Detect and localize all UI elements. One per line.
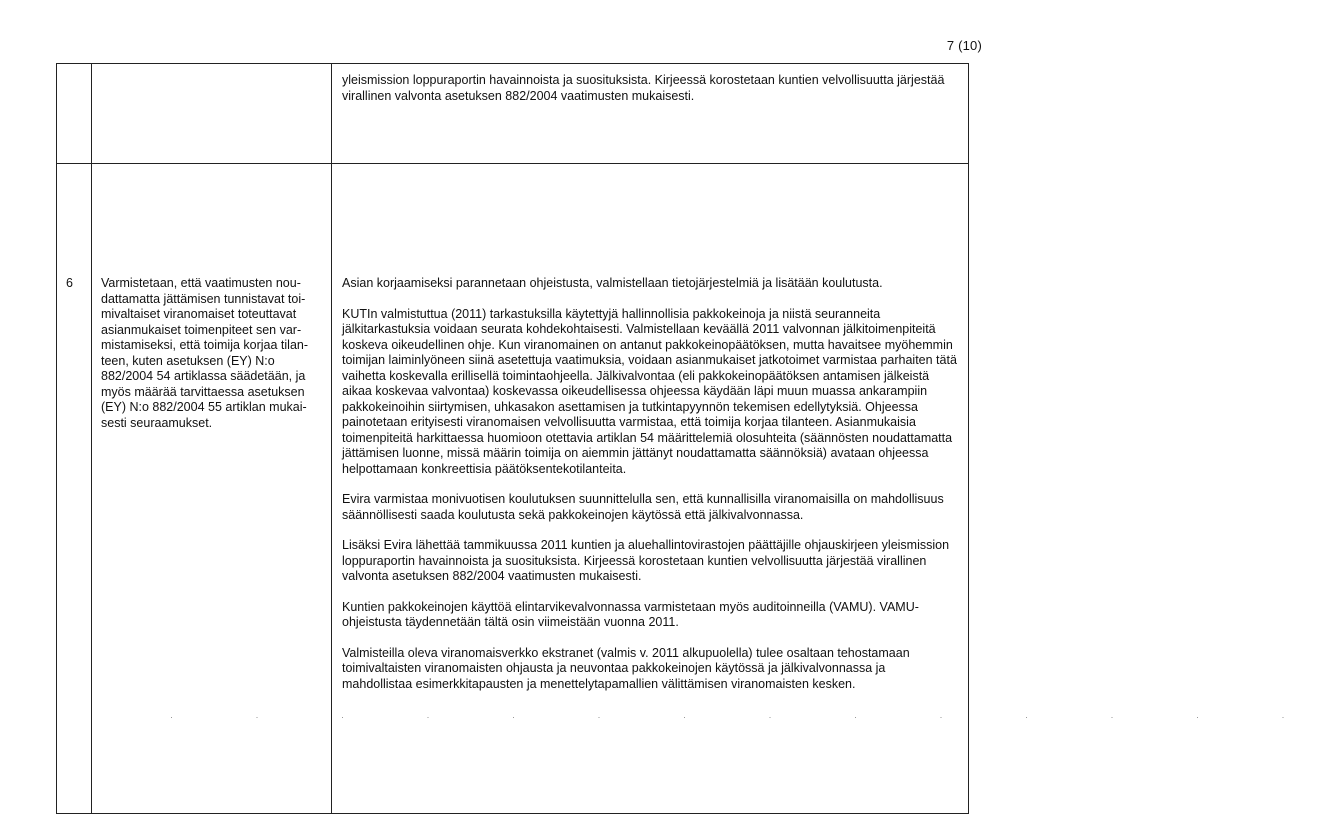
cell-measures-continuation — [332, 64, 969, 164]
continuation-paragraph: yleismission loppuraportin havainnoista ja suosituksista. Kirjeessä korostetaan kuntien velvollisuutta järjestää virallinen valvonta asetuksen 882/2004 vaatimusten mukaisesti. — [342, 73, 945, 103]
measure-paragraph-5: Kuntien pakkokeinojen käyttöä elintarvikevalvonnassa varmistetaan myös auditoinneilla (VAMU). VAMU-ohjeistusta täydennetään tältä osin viimeistään vuonna 2011. — [342, 599, 919, 629]
requirement-text: Varmistetaan, että vaatimusten noudattamatta jättämisen tunnistavat toimivaltaiset viranomaiset toteuttavat asianmukaiset toimenpiteet sen varmistamiseksi, että toimija korjaa tilanteen, kuten asetuksen (EY) N:o 882/2004 54 artiklassa säädetään, ja myös määrää tarvittaessa asetuksen (EY) N:o 882/2004 55 artiklan mukaisesti seuraamukset. — [101, 276, 309, 430]
measure-paragraph-6: Valmisteilla oleva viranomaisverkko ekstranet (valmis v. 2011 alkupuolella) tulee osaltaan tehostamaan toimivaltaisten viranomaisten ohjausta ja neuvontaa pakkokeinojen käytössä ja jälkivalvonnassa ja mahdollistaa esimerkkitapausten ja menettelytapamallien välittämisen viranomaisten kesken. — [342, 645, 910, 691]
cell-requirement-empty — [92, 64, 332, 164]
measure-paragraph-3: Evira varmistaa monivuotisen koulutuksen suunnittelulla sen, että kunnallisilla viranomaisilla on mahdollisuus säännöllisesti saada koulutusta sekä pakkokeinojen käytössä että jälkivalvonnassa. — [342, 492, 944, 522]
measures-table — [56, 63, 969, 814]
scan-artifact-dots: · · · · · · · · · · · · · · — [170, 712, 1324, 722]
table-row-continuation — [57, 64, 969, 164]
measure-paragraph-4: Lisäksi Evira lähettää tammikuussa 2011 kuntien ja aluehallintovirastojen päättäjille ohjauskirjeen yleismission loppuraportin havainnoista ja suosituksista. Kirjeessä korostetaan kuntien velvollisuutta järjestää virallinen valvonta asetuksen 882/2004 vaatimusten mukaisesti. — [342, 538, 950, 583]
page-number: 7 (10) — [946, 38, 982, 53]
measure-paragraph-2: KUTIn valmistuttua (2011) tarkastuksilla käytettyjä hallinnollisia pakkokeinoja ja niistä seuranneita jälkitarkastuksia voidaan seurata kohdekohtaisesti. Valmistellaan keväällä 2011 valvonnan jälkitoimenpiteitä koskeva oikeudellinen ohje. Kun viranomainen on antanut pakkokeinopäätöksen, mutta havaitsee myöhemmin toimijan laiminlyöneen siinä asetettuja vaatimuksia, voidaan asianmukaiset jatkotoimet varmistaa parhaiten tätä vaihetta koskevalla erillisellä toimintaohjeella. Jälkivalvontaa (eli pakkokeinopäätöksen antamisen jälkeistä aikaa koskevaa valvontaa) koskevassa oikeudellisessa ohjeessa käydään läpi muun muassa ankarampiin pakkokeinoihin siirtymisen, uhkasakon asettamisen ja tutkintapyynnön tekemisen edellytyksiä. Ohjeessa painotetaan erityisesti viranomaisen velvollisuutta varmistaa, että toimija korjaa tilanteen. Asianmukaisia toimenpiteitä harkittaessa huomioon otettavia artiklan 54 määrittelemiä olosuhteita (säännösten noudattamatta jättämisen luonne, missä määrin toimija on aiemmin jättänyt noudattamatta säännöksiä) avataan ohjeessa helpottamaan konkreettisia päätöksentekotilanteita. — [342, 306, 957, 476]
row-number: 6 — [57, 164, 92, 814]
cell-number-empty — [57, 64, 92, 164]
measure-paragraph-1: Asian korjaamiseksi parannetaan ohjeistusta, valmistellaan tietojärjestelmiä ja lisätään koulutusta. — [342, 276, 883, 290]
